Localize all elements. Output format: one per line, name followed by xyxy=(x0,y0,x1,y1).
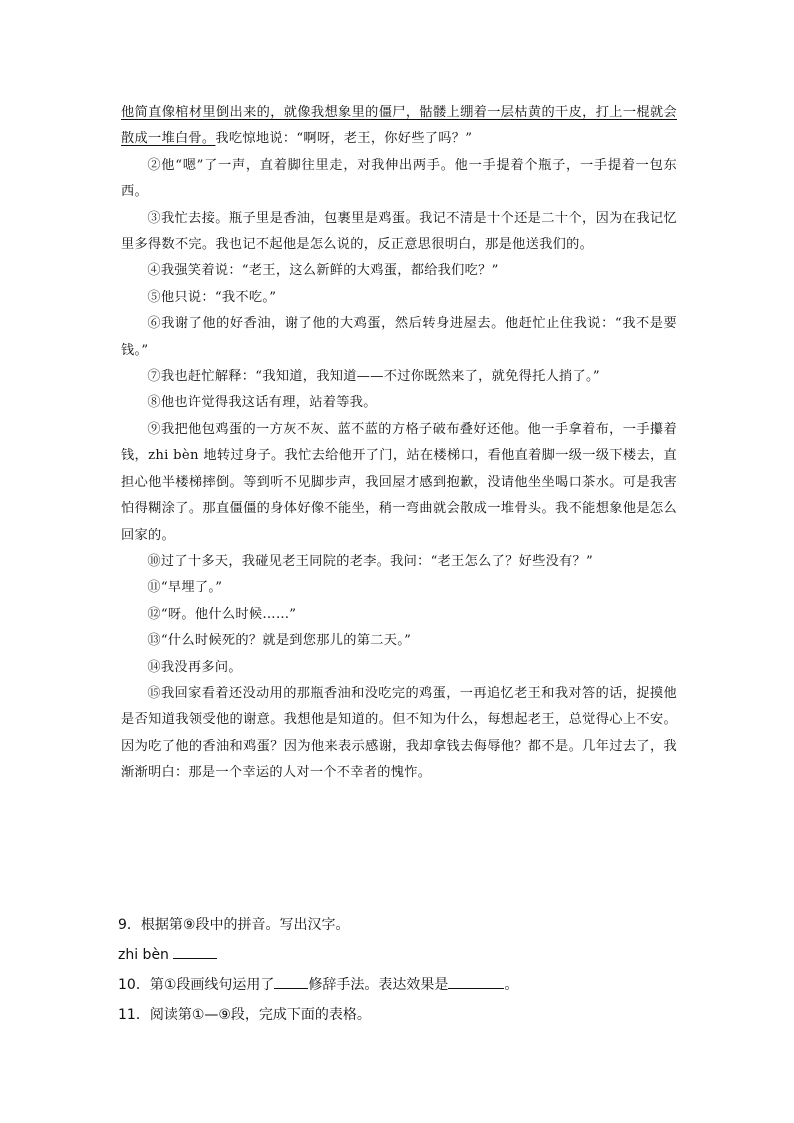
paragraph-4: ④我强笑着说：“老王，这么新鲜的大鸡蛋，都给我们吃？” xyxy=(147,263,499,279)
question-11: 11．阅读第①—⑨段，完成下面的表格。 xyxy=(118,1007,371,1023)
question-list xyxy=(118,910,678,1030)
question-10-part-a: 10．第①段画线句运用了 xyxy=(118,977,275,993)
question-10-part-b: 修辞手法。表达效果是 xyxy=(308,977,449,993)
answer-blank-10a[interactable] xyxy=(274,972,308,989)
paragraph-15: ⑮我回家看着还没动用的那瓶香油和没吃完的鸡蛋，一再追忆老王和我对答的话，捉摸他是否知道我领受他的谢意。我想他是知道的。但不知为什么，每想起老王，总觉得心上不安。因为吃了他的香油和鸡蛋？因为他来表示感谢，我却拿钱去侮辱他？都不是。几年过去了，我渐渐明白：那是一个幸运的人对一个不幸者的愧怍。 xyxy=(121,685,677,781)
question-10 xyxy=(118,970,678,1000)
paragraph-9: ⑨我把他包鸡蛋的一方灰不灰、蓝不蓝的方格子破布叠好还他。他一手拿着布，一手攥着钱，zhi bèn 地转过身子。我忙去给他开了门，站在楼梯口，看他直着脚一级一级下楼去，直担心他半楼梯摔倒。等到听不见脚步声，我回屋才感到抱歉，没请他坐坐喝口茶水。可是我害怕得糊涂了。那直僵僵的身体好像不能坐，稍一弯曲就会散成一堆骨头。我不能想象他是怎么回家的。 xyxy=(121,421,677,543)
paragraph-2: ②他“嗯”了一声，直着脚往里走，对我伸出两手。他一手提着个瓶子，一手提着一包东西。 xyxy=(121,157,677,200)
reading-passage xyxy=(121,100,677,787)
paragraph-13: ⑬“什么时候死的？就是到您那儿的第二天。” xyxy=(147,633,412,649)
paragraph-1 xyxy=(121,100,677,153)
paragraph-7: ⑦我也赶忙解释：“我知道，我知道——不过你既然来了，就免得托人捎了。” xyxy=(147,369,600,385)
question-10-part-c: 。 xyxy=(504,977,519,993)
answer-blank-10b[interactable] xyxy=(448,972,504,989)
paragraph-3: ③我忙去接。瓶子里是香油，包裹里是鸡蛋。我记不清是十个还是二十个，因为在我记忆里多得数不完。我也记不起他是怎么说的，反正意思很明白，那是他送我们的。 xyxy=(121,210,677,253)
paragraph-14: ⑭我没再多问。 xyxy=(147,659,242,675)
pinyin-prompt: zhi bèn xyxy=(118,947,169,963)
paragraph-12: ⑫“呀。他什么时候……” xyxy=(147,606,297,622)
question-9: 9．根据第⑨段中的拼音。写出汉字。 xyxy=(118,917,350,933)
paragraph-5: ⑤他只说：“我不吃。” xyxy=(147,289,277,305)
paragraph-8: ⑧他也许觉得我这话有理，站着等我。 xyxy=(147,395,377,411)
paragraph-1-rest: 我吃惊地说：“啊呀，老王，你好些了吗？” xyxy=(215,131,473,147)
paragraph-10: ⑩过了十多天，我碰见老王同院的老李。我问：“老王怎么了？好些没有？” xyxy=(147,553,594,569)
answer-blank-9[interactable] xyxy=(173,942,217,959)
paragraph-6: ⑥我谢了他的好香油，谢了他的大鸡蛋，然后转身进屋去。他赶忙止住我说：“我不是要钱。” xyxy=(121,316,677,358)
paragraph-11: ⑪“早埋了。” xyxy=(147,580,223,596)
underlined-sentence: 他简直像棺材里倒出来的，就像我想象里的僵尸，骷髅上绷着一层枯黄的干皮，打上一棍就会散成一堆白骨。 xyxy=(121,105,677,147)
question-9-answer-line xyxy=(118,940,678,970)
